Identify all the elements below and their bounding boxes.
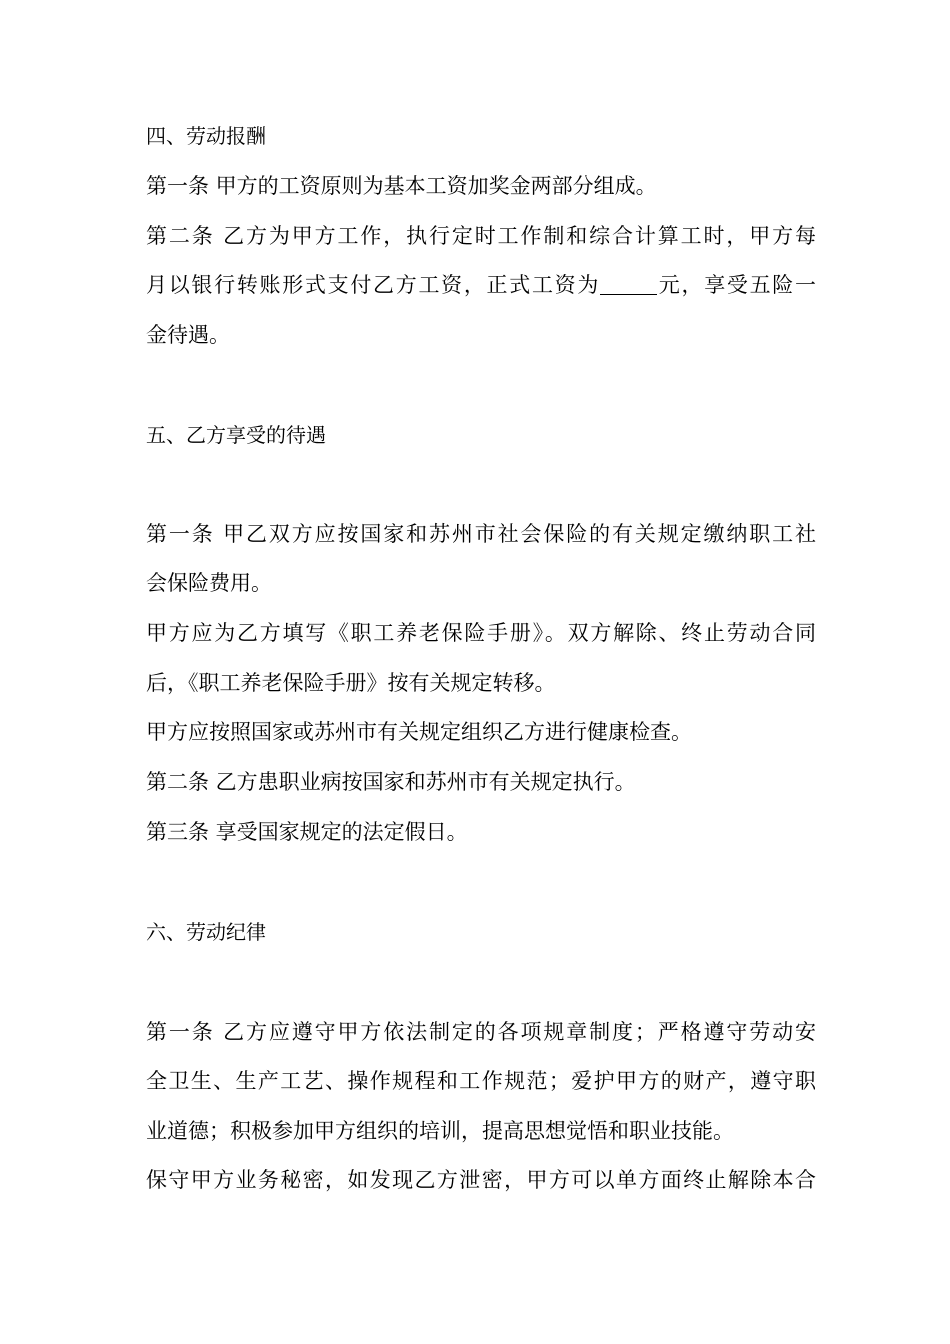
paragraph-line: 第一条 甲乙双方应按国家和苏州市社会保险的有关规定缴纳职工社 bbox=[146, 522, 816, 546]
paragraph-line: 金待遇。 bbox=[146, 323, 230, 347]
paragraph-line: 全卫生、生产工艺、操作规程和工作规范；爱护甲方的财产，遵守职 bbox=[146, 1069, 816, 1093]
section-6-heading: 六、劳动纪律 bbox=[146, 920, 266, 944]
paragraph-line: 第二条 乙方为甲方工作，执行定时工作制和综合计算工时，甲方每 bbox=[146, 224, 816, 248]
paragraph-line: 甲方应按照国家或苏州市有关规定组织乙方进行健康检查。 bbox=[146, 720, 692, 744]
paragraph-line: 业道德；积极参加甲方组织的培训，提高思想觉悟和职业技能。 bbox=[146, 1119, 734, 1143]
section-5-heading: 五、乙方享受的待遇 bbox=[146, 423, 326, 447]
paragraph-line: 第三条 享受国家规定的法定假日。 bbox=[146, 820, 468, 844]
paragraph-line: 后，《职工养老保险手册》按有关规定转移。 bbox=[146, 671, 556, 695]
paragraph-line: 保守甲方业务秘密，如发现乙方泄密，甲方可以单方面终止解除本合 bbox=[146, 1168, 816, 1192]
salary-text-after: 元，享受五险一 bbox=[657, 273, 817, 297]
paragraph-line bbox=[146, 271, 816, 299]
section-4-heading: 四、劳动报酬 bbox=[146, 124, 266, 148]
paragraph-line: 第一条 甲方的工资原则为基本工资加奖金两部分组成。 bbox=[146, 174, 657, 198]
paragraph-line: 甲方应为乙方填写《职工养老保险手册》。双方解除、终止劳动合同 bbox=[146, 621, 816, 645]
paragraph-line: 第二条 乙方患职业病按国家和苏州市有关规定执行。 bbox=[146, 770, 636, 794]
paragraph-line: 第一条 乙方应遵守甲方依法制定的各项规章制度；严格遵守劳动安 bbox=[146, 1020, 816, 1044]
salary-amount-blank bbox=[600, 274, 657, 295]
salary-text-before: 月以银行转账形式支付乙方工资，正式工资为 bbox=[146, 273, 601, 297]
paragraph-line: 会保险费用。 bbox=[146, 571, 272, 595]
